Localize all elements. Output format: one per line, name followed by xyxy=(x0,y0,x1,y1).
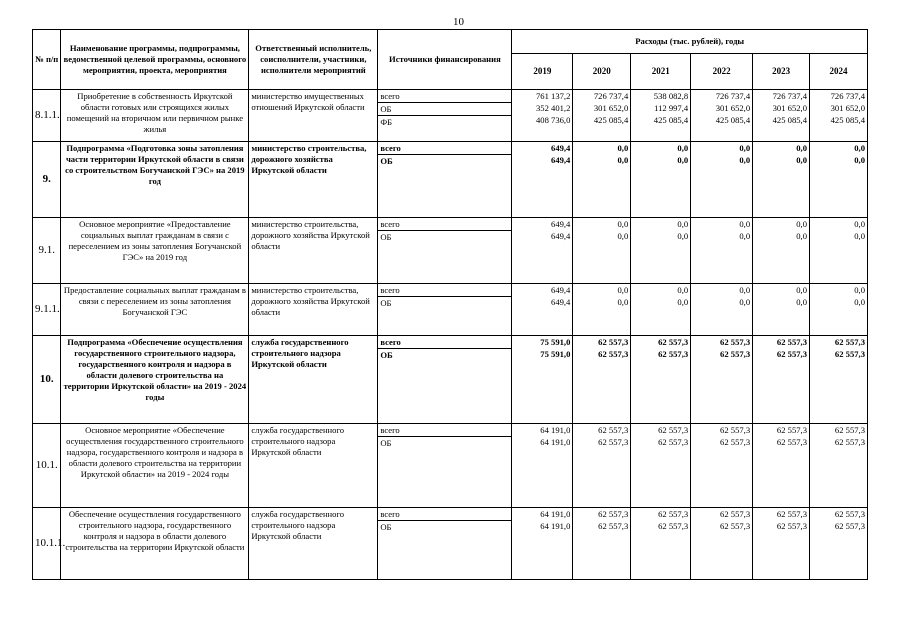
amount-value: 62 557,3 xyxy=(834,437,865,447)
table-body xyxy=(33,90,868,580)
amount-value: 64 191,0 xyxy=(540,509,571,519)
amount-value: 75 591,0 xyxy=(540,337,571,347)
row-name: Обеспечение осуществления государственного строительного надзора, государственного контроля и надзора в области долевого строительства на территории Иркутской области xyxy=(61,508,249,580)
year-values xyxy=(810,142,868,218)
header-year: 2020 xyxy=(573,54,631,90)
amount-value: 62 557,3 xyxy=(776,521,807,531)
amount-value: 62 557,3 xyxy=(598,349,629,359)
year-values xyxy=(573,336,631,424)
year-values xyxy=(512,218,573,284)
amount-value: 62 557,3 xyxy=(776,509,807,519)
row-sources xyxy=(378,284,512,336)
amount-value: 0,0 xyxy=(677,285,689,295)
amount-value: 64 191,0 xyxy=(540,425,571,435)
amount-value: 649,4 xyxy=(551,219,571,229)
year-values xyxy=(753,284,810,336)
amount-value: 0,0 xyxy=(796,285,807,295)
row-number: 10.1.1. xyxy=(33,508,61,580)
source-label: всего xyxy=(378,142,511,155)
amount-value: 62 557,3 xyxy=(598,521,629,531)
row-name: Приобретение в собственность Иркутской области готовых или строящихся жилых помещений на вторичном или первичном рынке жилья xyxy=(61,90,249,142)
header-name: Наименование программы, подпрограммы, ведомственной целевой программы, основного мероприятия, проекта, мероприятия xyxy=(61,30,249,90)
year-values xyxy=(753,218,810,284)
amount-value: 62 557,3 xyxy=(658,349,689,359)
year-values xyxy=(573,90,631,142)
amount-value: 425 085,4 xyxy=(653,115,689,125)
year-values xyxy=(512,284,573,336)
source-label: ОБ xyxy=(380,298,392,308)
amount-value: 112 997,4 xyxy=(654,103,689,113)
amount-value: 726 737,4 xyxy=(593,91,629,101)
table-row xyxy=(33,284,868,336)
year-values xyxy=(573,508,631,580)
amount-value: 0,0 xyxy=(617,231,629,241)
amount-value: 62 557,3 xyxy=(598,425,629,435)
amount-value: 0,0 xyxy=(854,155,865,165)
amount-value: 62 557,3 xyxy=(776,337,807,347)
amount-value: 649,4 xyxy=(551,297,571,307)
amount-value: 0,0 xyxy=(854,285,865,295)
year-values xyxy=(631,218,691,284)
year-values xyxy=(691,508,753,580)
source-label: всего xyxy=(378,424,511,437)
amount-value: 0,0 xyxy=(617,155,629,165)
amount-value: 62 557,3 xyxy=(776,349,807,359)
table-row xyxy=(33,508,868,580)
year-values xyxy=(691,218,753,284)
amount-value: 62 557,3 xyxy=(658,425,689,435)
table-row xyxy=(33,424,868,508)
amount-value: 0,0 xyxy=(854,219,865,229)
header-responsible: Ответственный исполнитель, соисполнители, участники, исполнители мероприятий xyxy=(249,30,378,90)
year-values xyxy=(691,336,753,424)
amount-value: 0,0 xyxy=(739,297,751,307)
amount-value: 62 557,3 xyxy=(834,425,865,435)
table-row xyxy=(33,218,868,284)
table-row xyxy=(33,90,868,142)
row-sources xyxy=(378,142,512,218)
amount-value: 0,0 xyxy=(617,219,629,229)
header-year: 2021 xyxy=(631,54,691,90)
amount-value: 75 591,0 xyxy=(540,349,571,359)
amount-value: 0,0 xyxy=(617,297,629,307)
row-sources xyxy=(378,508,512,580)
amount-value: 352 401,2 xyxy=(535,103,571,113)
amount-value: 62 557,3 xyxy=(720,337,751,347)
row-name: Основное мероприятие «Предоставление социальных выплат гражданам в связи с переселением из зоны затопления Богучанской ГЭС» на 2019 год xyxy=(61,218,249,284)
header-source: Источники финансирования xyxy=(378,30,512,90)
amount-value: 726 737,4 xyxy=(772,91,807,101)
amount-value: 301 652,0 xyxy=(830,103,865,113)
year-values xyxy=(753,336,810,424)
source-label: ОБ xyxy=(380,522,392,532)
amount-value: 62 557,3 xyxy=(658,509,689,519)
amount-value: 62 557,3 xyxy=(720,437,751,447)
amount-value: 649,4 xyxy=(551,143,571,153)
amount-value: 425 085,4 xyxy=(830,115,865,125)
year-values xyxy=(512,90,573,142)
amount-value: 62 557,3 xyxy=(658,337,689,347)
amount-value: 0,0 xyxy=(854,143,865,153)
amount-value: 0,0 xyxy=(739,219,751,229)
header-number: № п/п xyxy=(33,30,61,90)
table-row xyxy=(33,142,868,218)
year-values xyxy=(631,90,691,142)
amount-value: 0,0 xyxy=(617,143,629,153)
amount-value: 301 652,0 xyxy=(715,103,751,113)
row-sources xyxy=(378,90,512,142)
year-values xyxy=(631,508,691,580)
year-values xyxy=(810,336,868,424)
amount-value: 0,0 xyxy=(677,297,689,307)
source-label: ОБ xyxy=(380,438,392,448)
amount-value: 301 652,0 xyxy=(772,103,807,113)
amount-value: 0,0 xyxy=(739,285,751,295)
row-number: 9.1. xyxy=(33,218,61,284)
source-label: ОБ xyxy=(380,156,393,166)
header-year: 2022 xyxy=(691,54,753,90)
source-label: всего xyxy=(378,336,511,349)
year-values xyxy=(691,284,753,336)
source-label: ОБ xyxy=(380,232,392,242)
year-values xyxy=(753,424,810,508)
year-values xyxy=(512,424,573,508)
row-responsible: министерство строительства, дорожного хозяйства Иркутской области xyxy=(249,284,378,336)
source-label: ОБ xyxy=(378,103,511,116)
amount-value: 0,0 xyxy=(796,219,807,229)
row-sources xyxy=(378,424,512,508)
row-name: Подпрограмма «Подготовка зоны затопления части территории Иркутской области в связи со строительством Богучанской ГЭС» на 2019 год xyxy=(61,142,249,218)
amount-value: 62 557,3 xyxy=(834,509,865,519)
year-values xyxy=(631,424,691,508)
amount-value: 62 557,3 xyxy=(776,425,807,435)
amount-value: 62 557,3 xyxy=(720,425,751,435)
year-values xyxy=(691,424,753,508)
amount-value: 425 085,4 xyxy=(593,115,629,125)
amount-value: 62 557,3 xyxy=(658,437,689,447)
amount-value: 62 557,3 xyxy=(598,437,629,447)
amount-value: 62 557,3 xyxy=(658,521,689,531)
amount-value: 0,0 xyxy=(617,285,629,295)
amount-value: 761 137,2 xyxy=(535,91,571,101)
year-values xyxy=(631,336,691,424)
row-name: Основное мероприятие «Обеспечение осуществления государственного строительного надзора, государственного контроля и надзора в области долевого строительства на территории Иркутской области» на 2019 - 2024 годы xyxy=(61,424,249,508)
year-values xyxy=(573,218,631,284)
row-responsible: министерство строительства, дорожного хозяйства Иркутской области xyxy=(249,142,378,218)
year-values xyxy=(810,284,868,336)
source-label: ОБ xyxy=(380,350,393,360)
amount-value: 726 737,4 xyxy=(830,91,865,101)
source-label: всего xyxy=(378,284,511,297)
budget-table xyxy=(32,29,868,580)
year-values xyxy=(810,424,868,508)
amount-value: 649,4 xyxy=(551,155,571,165)
year-values xyxy=(810,508,868,580)
amount-value: 649,4 xyxy=(551,231,571,241)
row-responsible: министерство имущественных отношений Иркутской области xyxy=(249,90,378,142)
amount-value: 62 557,3 xyxy=(776,437,807,447)
year-values xyxy=(631,284,691,336)
amount-value: 62 557,3 xyxy=(834,349,865,359)
row-number: 10.1. xyxy=(33,424,61,508)
source-label: ФБ xyxy=(380,117,393,127)
row-sources xyxy=(378,218,512,284)
row-number: 10. xyxy=(33,336,61,424)
header-year: 2019 xyxy=(512,54,573,90)
amount-value: 62 557,3 xyxy=(834,337,865,347)
amount-value: 538 082,8 xyxy=(653,91,689,101)
amount-value: 0,0 xyxy=(739,143,751,153)
amount-value: 62 557,3 xyxy=(598,337,629,347)
amount-value: 64 191,0 xyxy=(540,437,571,447)
header-year: 2023 xyxy=(753,54,810,90)
amount-value: 62 557,3 xyxy=(720,509,751,519)
amount-value: 0,0 xyxy=(796,297,807,307)
year-values xyxy=(753,90,810,142)
year-values xyxy=(691,142,753,218)
amount-value: 0,0 xyxy=(796,231,807,241)
row-responsible: служба государственного строительного надзора Иркутской области xyxy=(249,508,378,580)
amount-value: 64 191,0 xyxy=(540,521,571,531)
year-values xyxy=(691,90,753,142)
row-number: 9. xyxy=(33,142,61,218)
year-values xyxy=(573,424,631,508)
year-values xyxy=(810,218,868,284)
year-values xyxy=(512,142,573,218)
source-label: всего xyxy=(378,508,511,521)
year-values xyxy=(512,336,573,424)
year-values xyxy=(810,90,868,142)
amount-value: 0,0 xyxy=(739,155,751,165)
amount-value: 425 085,4 xyxy=(715,115,751,125)
amount-value: 0,0 xyxy=(796,155,807,165)
row-name: Подпрограмма «Обеспечение осуществления государственного строительного надзора, государственного контроля и надзора в области долевого строительства на территории Иркутской области» на 2019 - 2024 годы xyxy=(61,336,249,424)
amount-value: 425 085,4 xyxy=(772,115,807,125)
year-values xyxy=(631,142,691,218)
amount-value: 0,0 xyxy=(854,297,865,307)
year-values xyxy=(573,284,631,336)
row-responsible: служба государственного строительного надзора Иркутской области xyxy=(249,336,378,424)
row-sources xyxy=(378,336,512,424)
amount-value: 408 736,0 xyxy=(535,115,571,125)
row-responsible: министерство строительства, дорожного хозяйства Иркутской области xyxy=(249,218,378,284)
amount-value: 0,0 xyxy=(677,231,689,241)
amount-value: 649,4 xyxy=(551,285,571,295)
table-row xyxy=(33,336,868,424)
amount-value: 726 737,4 xyxy=(715,91,751,101)
source-label: всего xyxy=(378,218,511,231)
year-values xyxy=(753,508,810,580)
amount-value: 0,0 xyxy=(739,231,751,241)
amount-value: 62 557,3 xyxy=(720,521,751,531)
source-label: всего xyxy=(378,90,511,103)
amount-value: 0,0 xyxy=(677,219,689,229)
row-responsible: служба государственного строительного надзора Иркутской области xyxy=(249,424,378,508)
amount-value: 62 557,3 xyxy=(598,509,629,519)
amount-value: 0,0 xyxy=(677,155,689,165)
year-values xyxy=(753,142,810,218)
header-expenses: Расходы (тыс. рублей), годы xyxy=(512,30,868,54)
amount-value: 0,0 xyxy=(677,143,689,153)
row-number: 9.1.1. xyxy=(33,284,61,336)
row-name: Предоставление социальных выплат гражданам в связи с переселением из зоны затопления Богучанской ГЭС xyxy=(61,284,249,336)
row-number: 8.1.1. xyxy=(33,90,61,142)
header-year: 2024 xyxy=(810,54,868,90)
amount-value: 301 652,0 xyxy=(593,103,629,113)
amount-value: 0,0 xyxy=(854,231,865,241)
year-values xyxy=(573,142,631,218)
amount-value: 62 557,3 xyxy=(720,349,751,359)
page-number: 10 xyxy=(453,16,464,28)
amount-value: 62 557,3 xyxy=(834,521,865,531)
amount-value: 0,0 xyxy=(796,143,807,153)
year-values xyxy=(512,508,573,580)
